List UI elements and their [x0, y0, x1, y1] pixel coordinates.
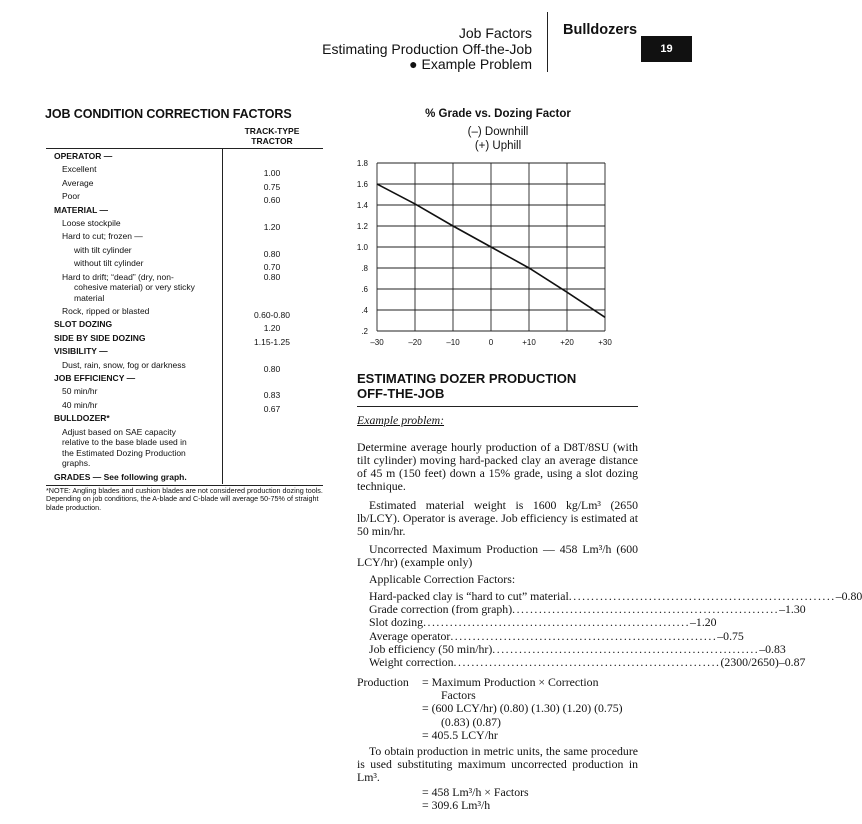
column-header-line-2: TRACTOR — [251, 136, 293, 146]
table-row-label: SLOT DOZING — [54, 319, 113, 330]
y-tick-label: 1.6 — [356, 180, 368, 189]
column-header-line-1: TRACK-TYPE — [244, 126, 300, 136]
table-row-value: 0.80 — [263, 363, 281, 374]
chart-subtitle-downhill: (–) Downhill — [467, 126, 529, 138]
production-line: = 405.5 LCY/hr — [422, 727, 498, 742]
estimating-title-line-2: OFF-THE-JOB — [357, 386, 445, 401]
factor-value: –1.20 — [690, 615, 717, 630]
table-row-label: relative to the base blade used in — [62, 437, 187, 448]
problem-paragraph: Determine average hourly production of a D8T/8SU (with tilt cylinder) moving hard-packed clay an average distance of 45 m (150 feet) down a 15% grade, using a slot dozing technique. — [357, 440, 638, 493]
factor-value: –0.80 — [835, 589, 862, 603]
table-note: *NOTE: Angling blades and cushion blades are not considered production dozing tools. Depending on job conditions, the A-blade and C-blade will average 50-75% of straight blade production. — [46, 486, 323, 512]
correction-factor-row — [369, 641, 786, 656]
factor-label: Hard-packed clay is “hard to cut” material — [369, 589, 569, 603]
example-label: Example problem: — [357, 413, 445, 427]
table-row-label: without tilt cylinder — [74, 258, 144, 269]
metric-line: = 458 Lm³/h × Factors — [422, 785, 529, 799]
y-tick-label: 1.8 — [356, 159, 368, 168]
table-row-label: graphs. — [62, 458, 91, 469]
table-row-label: MATERIAL — — [54, 204, 108, 215]
chart-subtitle-uphill: (+) Uphill — [474, 139, 522, 152]
table-row-label: BULLDOZER* — [54, 413, 110, 424]
table-row-label: Hard to drift; “dead” (dry, non- — [62, 271, 174, 282]
leader-dots: ............................................................ — [512, 602, 780, 617]
x-tick-label: –20 — [408, 338, 422, 347]
factor-value: –0.75 — [717, 628, 744, 643]
table-row-value: 0.60-0.80 — [254, 310, 290, 320]
table-row-value: 1.00 — [263, 168, 281, 179]
table-row-label: JOB EFFICIENCY — — [54, 373, 136, 383]
y-tick-label: .8 — [361, 264, 368, 273]
x-tick-label: –30 — [370, 338, 384, 347]
correction-factor-row — [369, 655, 806, 669]
table-row-value: 0.75 — [263, 181, 281, 192]
leader-dots: ............................................................ — [450, 628, 718, 643]
x-tick-label: +30 — [598, 338, 612, 347]
production-label: Production — [357, 675, 409, 689]
y-tick-label: 1.0 — [356, 243, 368, 252]
x-tick-label: –10 — [446, 338, 460, 347]
table-row-value: 1.20 — [263, 222, 281, 232]
factor-label: Job efficiency (50 min/hr) — [369, 641, 493, 656]
grade-dozing-factor-chart — [340, 150, 630, 350]
chart-title: % Grade vs. Dozing Factor — [425, 108, 571, 120]
leader-dots: ............................................................ — [492, 641, 760, 656]
table-title: JOB CONDITION CORRECTION FACTORS — [45, 107, 292, 121]
table-row-label: VISIBILITY — — [54, 346, 108, 357]
weight-paragraph: Estimated material weight is 1600 kg/Lm³ (2650 lb/LCY). Operator is average. Job efficiency is estimated at 50 min/hr. — [357, 498, 638, 538]
table-row-value: 0.80 — [263, 271, 281, 282]
page-header — [232, 26, 532, 73]
page-number-tab: 19 — [641, 36, 692, 62]
table-row-label: the Estimated Dozing Production — [62, 447, 186, 458]
leader-dots: ............................................................ — [453, 655, 721, 669]
y-tick-label: 1.2 — [356, 222, 368, 231]
factor-label: Grade correction (from graph) — [369, 602, 513, 617]
table-row-label: Hard to cut; frozen — — [62, 231, 143, 242]
estimating-title-line-1: ESTIMATING DOZER PRODUCTION — [357, 371, 577, 386]
header-divider — [547, 12, 548, 72]
table-row-label: Adjust based on SAE capacity — [62, 426, 176, 437]
table-row-label: GRADES — See following graph. — [54, 471, 187, 482]
header-line-2: Estimating Production Off-the-Job — [322, 40, 532, 57]
correction-factor-row — [369, 615, 717, 630]
chart-subtitle — [368, 126, 628, 153]
correction-factor-row — [369, 589, 862, 603]
x-tick-label: 0 — [488, 338, 494, 347]
book-title: Bulldozers — [563, 22, 638, 38]
x-tick-label: +20 — [560, 338, 574, 347]
y-tick-label: 1.4 — [356, 201, 368, 210]
y-tick-label: .2 — [361, 327, 368, 336]
table-row-label: Loose stockpile — [62, 218, 121, 228]
estimating-title — [357, 371, 576, 401]
table-row-label: Poor — [62, 191, 80, 202]
leader-dots: ............................................................ — [568, 589, 836, 603]
factor-label: Slot dozing — [369, 615, 424, 630]
leader-dots: ............................................................ — [423, 615, 691, 630]
table-row-value: 0.70 — [263, 262, 281, 273]
production-line: Factors — [441, 688, 476, 703]
applicable-factors-heading: Applicable Correction Factors: — [369, 572, 516, 586]
table-row-value: 1.15-1.25 — [254, 336, 290, 347]
table-row-value: 0.80 — [263, 248, 281, 259]
metric-line: = 309.6 Lm³/h — [422, 798, 491, 813]
table-row-value: 0.60 — [263, 195, 281, 206]
table-row-label: SIDE BY SIDE DOZING — [54, 332, 146, 343]
title-rule — [357, 406, 638, 407]
production-line: (0.83) (0.87) — [441, 714, 501, 729]
production-line: = (600 LCY/hr) (0.80) (1.30) (1.20) (0.75) — [422, 701, 623, 716]
correction-factor-row — [369, 602, 806, 617]
table-row-label: Excellent — [62, 164, 97, 175]
table-row-label: 40 min/hr — [62, 399, 98, 410]
factor-label: Weight correction — [369, 655, 454, 669]
y-tick-label: .4 — [361, 306, 368, 315]
table-row-value: 0.67 — [263, 403, 281, 414]
table-row-label: with tilt cylinder — [74, 244, 132, 255]
y-tick-label: .6 — [361, 285, 368, 294]
table-row-label: material — [74, 292, 105, 303]
factor-label: Average operator — [369, 628, 451, 643]
correction-factor-row — [369, 628, 744, 643]
header-line-1: Job Factors — [458, 25, 532, 41]
x-tick-label: +10 — [522, 338, 536, 347]
table-row-label: Average — [62, 177, 94, 188]
table-row-label: cohesive material) or very sticky — [74, 282, 195, 293]
table-row-label: Dust, rain, snow, fog or darkness — [62, 359, 186, 370]
factor-value: (2300/2650)–0.87 — [720, 655, 806, 669]
uncorrected-production: Uncorrected Maximum Production — 458 Lm³/h (600 LCY/hr) (example only) — [357, 542, 638, 569]
metric-paragraph: To obtain production in metric units, the same procedure is used substituting maximum uncorrected production in Lm³. — [357, 744, 638, 784]
table-row-label: 50 min/hr — [62, 386, 98, 397]
table-row-label: Rock, ripped or blasted — [62, 306, 150, 316]
header-line-3: ● Example Problem — [409, 56, 532, 72]
table-row-label: OPERATOR — — [54, 151, 113, 161]
table-row-value: 0.83 — [263, 390, 281, 401]
factor-value: –0.83 — [759, 641, 786, 656]
production-line: = Maximum Production × Correction — [422, 675, 599, 689]
factor-value: –1.30 — [779, 602, 806, 617]
table-row-value: 1.20 — [263, 323, 281, 334]
column-header — [225, 126, 319, 146]
table-column-divider — [222, 148, 223, 484]
